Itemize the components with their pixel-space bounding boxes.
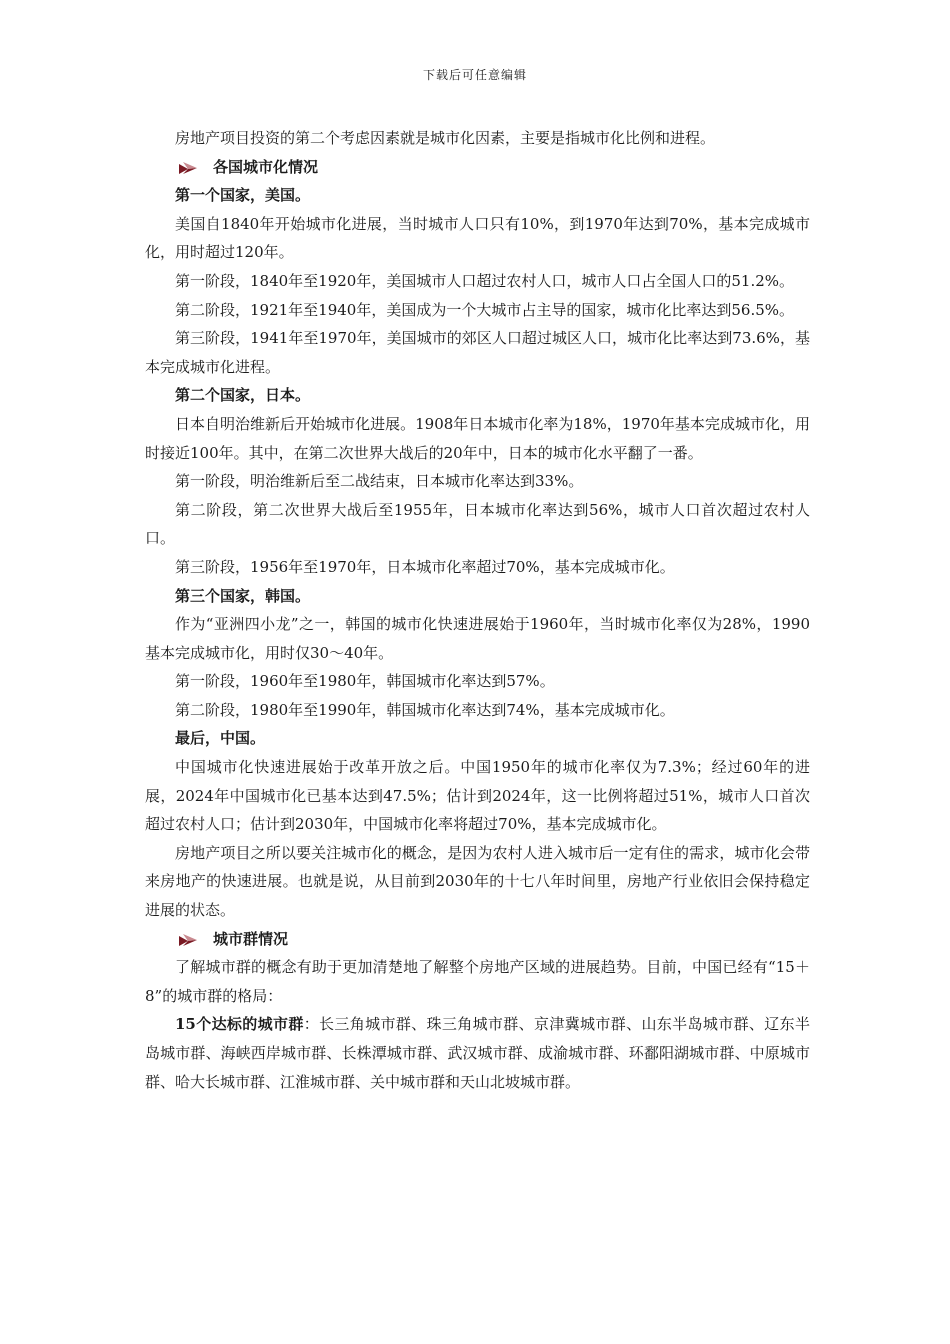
paragraph: 日本自明治维新后开始城市化进展。1908年日本城市化率为18%，1970年基本完成城市化，用时接近100年。其中，在第二次世界大战后的20年中，日本的城市化水平翻了一番。 <box>145 414 810 462</box>
page-header: 下载后可任意编辑 <box>422 68 527 82</box>
subheading: 第三个国家，韩国。 <box>175 586 311 605</box>
paragraph: 美国自1840年开始城市化进展，当时城市人口只有10%，到1970年达到70%，基本完成城市化，用时超过120年。 <box>145 214 810 262</box>
paragraph <box>145 1010 810 1096</box>
arrow-bullet-icon <box>179 934 197 946</box>
arrow-bullet-icon <box>179 162 197 174</box>
paragraph: 第一阶段，1840年至1920年，美国城市人口超过农村人口，城市人口占全国人口的51.2%。 <box>175 271 795 290</box>
document-body <box>145 124 810 1096</box>
paragraph: 第一阶段，明治维新后至二战结束，日本城市化率达到33%。 <box>175 472 584 491</box>
paragraph: 第三阶段，1941年至1970年，美国城市的郊区人口超过城区人口，城市化比率达到73.6%，基本完成城市化进程。 <box>145 329 810 376</box>
subheading: 第一个国家，美国。 <box>175 186 311 205</box>
paragraph: 房地产项目之所以要关注城市化的概念，是因为农村人进入城市后一定有住的需求，城市化会带来房地产的快速进展。也就是说，从目前到2030年的十七八年时间里，房地产行业依旧会保持稳定进展的状态。 <box>145 843 810 920</box>
paragraph-lead: 15个达标的城市群 <box>175 1015 304 1034</box>
paragraph: 中国城市化快速进展始于改革开放之后。中国1950年的城市化率仅为7.3%；经过60年的进展，2024年中国城市化已基本达到47.5%；估计到2024年，这一比例将超过51%，城市人口首次超过农村人口；估计到2030年，中国城市化率将超过70%，基本完成城市化。 <box>145 758 810 834</box>
paragraph: 房地产项目投资的第二个考虑因素就是城市化因素，主要是指城市化比例和进程。 <box>175 129 716 147</box>
paragraph: 作为“亚洲四小龙”之一，韩国的城市化快速进展始于1960年，当时城市化率仅为28%，1990基本完成城市化，用时仅30～40年。 <box>145 615 810 662</box>
paragraph-text: ：长三角城市群、珠三角城市群、京津冀城市群、山东半岛城市群、辽东半岛城市群、海峡西岸城市群、长株潭城市群、武汉城市群、成渝城市群、环鄱阳湖城市群、中原城市群、哈大长城市群、江淮城市群、关中城市群和天山北坡城市群。 <box>145 1015 810 1091</box>
paragraph: 第三阶段，1956年至1970年，日本城市化率超过70%，基本完成城市化。 <box>175 557 675 576</box>
section-heading-text: 城市群情况 <box>213 929 289 948</box>
paragraph: 第一阶段，1960年至1980年，韩国城市化率达到57%。 <box>175 672 555 691</box>
subheading: 最后，中国。 <box>175 729 266 748</box>
paragraph: 第二阶段，1980年至1990年，韩国城市化率达到74%，基本完成城市化。 <box>175 700 675 719</box>
section-heading <box>145 153 810 182</box>
subheading: 第二个国家，日本。 <box>175 386 311 405</box>
paragraph: 第二阶段，1921年至1940年，美国成为一个大城市占主导的国家，城市化比率达到56.5%。 <box>175 300 795 319</box>
paragraph: 第二阶段，第二次世界大战后至1955年，日本城市化率达到56%，城市人口首次超过农村人口。 <box>145 500 810 548</box>
section-heading-text: 各国城市化情况 <box>213 157 319 176</box>
section-heading <box>145 925 810 954</box>
paragraph: 了解城市群的概念有助于更加清楚地了解整个房地产区域的进展趋势。目前，中国已经有“15＋8”的城市群的格局： <box>145 958 810 1005</box>
